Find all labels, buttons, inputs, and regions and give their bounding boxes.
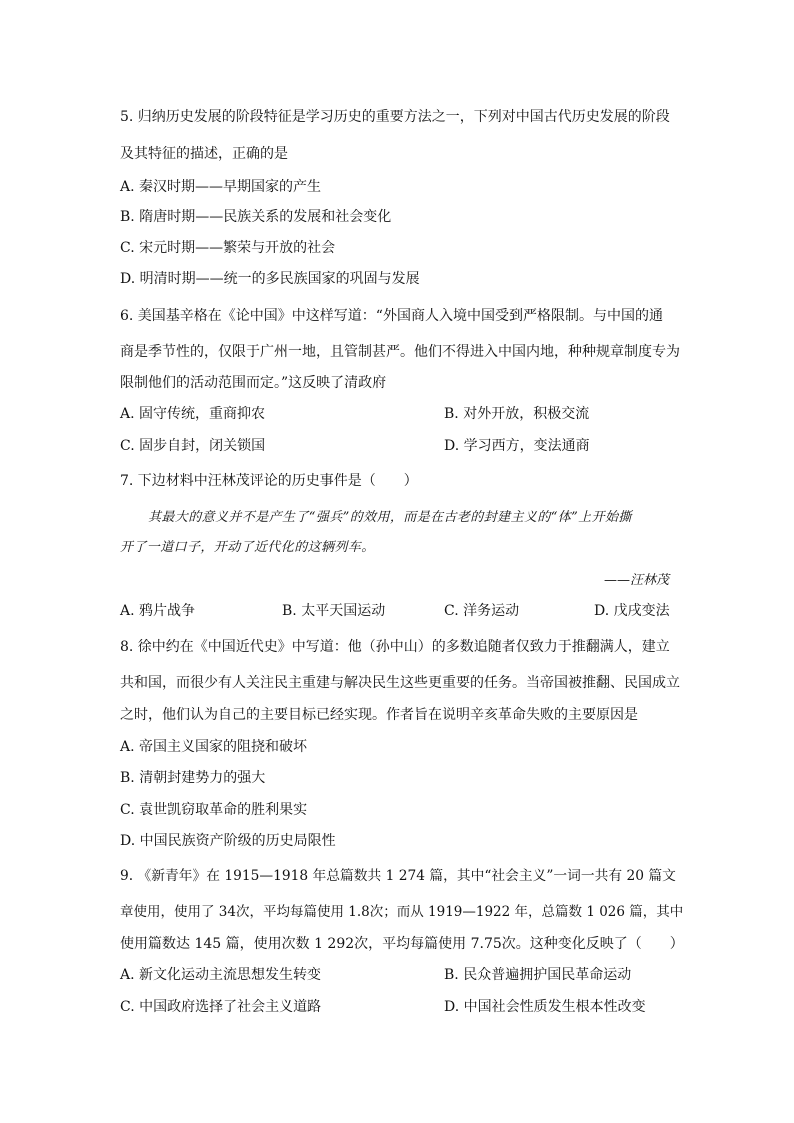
q6-stem-line2: 商是季节性的，仅限于广州一地，且管制甚严。他们不得进入中国内地，种种规章制度专为 — [120, 344, 680, 360]
q8-stem-line1: 8. 徐中约在《中国近代史》中写道：他（孙中山）的多数追随者仅致力于推翻满人，建立 — [120, 639, 670, 655]
q8-stem-line3: 之时，他们认为自己的主要目标已经实现。作者旨在说明辛亥革命失败的主要原因是 — [120, 707, 638, 723]
q9-stem-line1: 9. 《新青年》在 1915—1918 年总篇数共 1 274 篇，其中“社会主义”一词一共有 20 篇文 — [120, 868, 676, 884]
q5-option-d: D. 明清时期——统一的多民族国家的巩固与发展 — [120, 271, 420, 287]
q9-option-c: C. 中国政府选择了社会主义道路 — [120, 999, 322, 1015]
q8-option-b: B. 清朝封建势力的强大 — [120, 770, 266, 786]
q9-stem-line3: 使用篇数达 145 篇，使用次数 1 292次，平均每篇使用 7.75次。这种变化反映了（ ） — [120, 936, 684, 952]
q6-option-d: D. 学习西方，变法通商 — [444, 438, 590, 454]
q6-option-a: A. 固守传统，重商抑农 — [120, 406, 266, 422]
q7-option-c: C. 洋务运动 — [444, 603, 520, 619]
q9-option-d: D. 中国社会性质发生根本性改变 — [444, 999, 646, 1015]
q5-option-c: C. 宋元时期——繁荣与开放的社会 — [120, 240, 336, 256]
q7-stem-line1: 7. 下边材料中汪林茂评论的历史事件是（ ） — [120, 473, 418, 489]
q9-option-a: A. 新文化运动主流思想发生转变 — [120, 967, 322, 983]
q5-stem-line2: 及其特征的描述，正确的是 — [120, 146, 288, 162]
q9-stem-line2: 章使用，使用了 34次，平均每篇使用 1.8次；而从 1919—1922 年，总篇数 1 026 篇，其中 — [120, 904, 684, 920]
q6-option-b: B. 对外开放，积极交流 — [444, 406, 590, 422]
q7-quote-line1: 其最大的意义并不是产生了“强兵”的效用，而是在古老的封建主义的“体”上开始撕 — [148, 510, 632, 525]
q7-option-d: D. 戊戌变法 — [594, 603, 670, 619]
q8-option-a: A. 帝国主义国家的阻挠和破坏 — [120, 739, 308, 755]
q7-attribution: ——汪林茂 — [603, 573, 669, 588]
q6-stem-line1: 6. 美国基辛格在《论中国》中这样写道：“外国商人入境中国受到严格限制。与中国的通 — [120, 308, 663, 324]
q8-option-c: C. 袁世凯窃取革命的胜利果实 — [120, 802, 308, 818]
q7-option-b: B. 太平天国运动 — [282, 603, 386, 619]
q7-option-a: A. 鸦片战争 — [120, 603, 196, 619]
q5-option-b: B. 隋唐时期——民族关系的发展和社会变化 — [120, 209, 392, 225]
q9-option-b: B. 民众普遍拥护国民革命运动 — [444, 967, 632, 983]
q6-stem-line3: 限制他们的活动范围而定。”这反映了清政府 — [120, 375, 387, 391]
q5-option-a: A. 秦汉时期——早期国家的产生 — [120, 179, 322, 195]
q5-stem-line1: 5. 归纳历史发展的阶段特征是学习历史的重要方法之一，下列对中国古代历史发展的阶段 — [120, 109, 670, 125]
q8-stem-line2: 共和国，而很少有人关注民主重建与解决民生这些更重要的任务。当帝国被推翻、民国成立 — [120, 675, 680, 691]
q7-quote-line2: 开了一道口子，开动了近代化的这辆列车。 — [120, 540, 375, 555]
q6-option-c: C. 固步自封，闭关锁国 — [120, 438, 266, 454]
q8-option-d: D. 中国民族资产阶级的历史局限性 — [120, 833, 336, 849]
